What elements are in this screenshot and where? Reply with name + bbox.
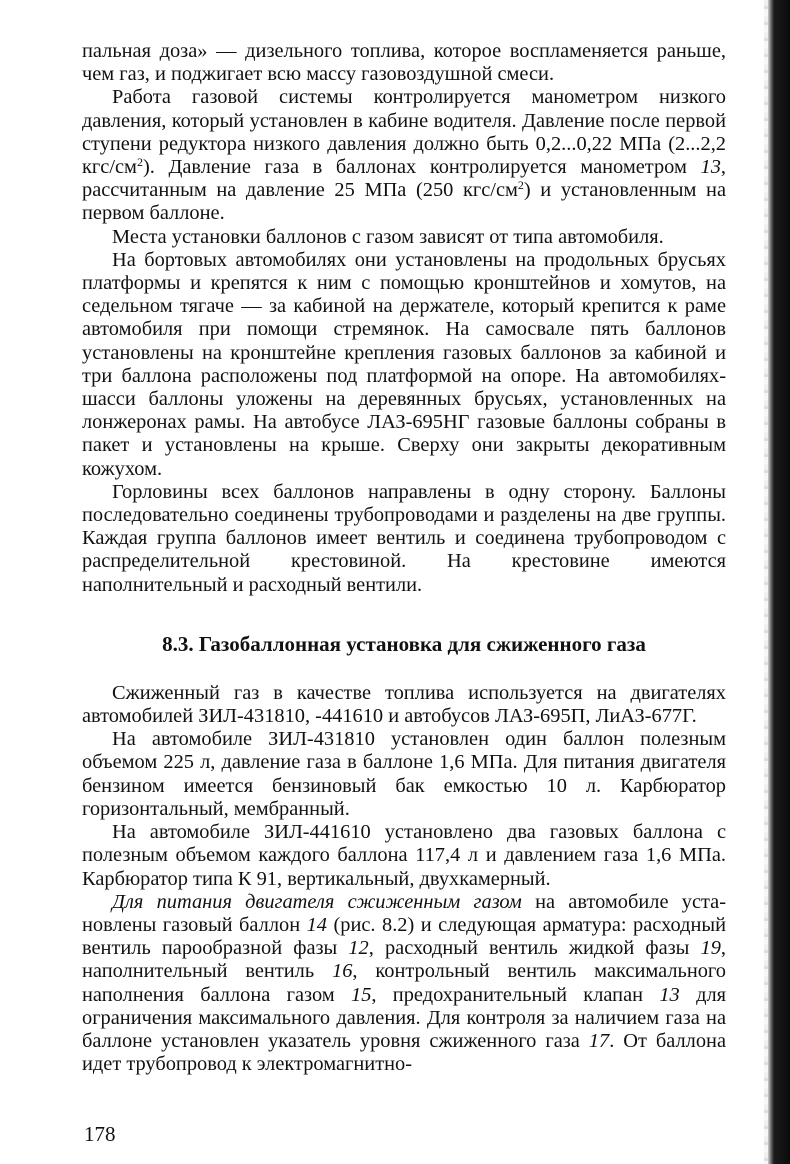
- text-run: пальная доза» — дизельного топлива, которое воспламеняется раньше, чем газ, и поджигает всю массу газовоздушной смеси.: [82, 40, 726, 86]
- superscript: 2: [136, 155, 143, 170]
- text-run: Сжиженный газ в качестве топлива используется на двигателях автомобилей ЗИЛ-431810, -441610 и автобусов ЛАЗ-695П, ЛиАЗ-677Г.: [82, 681, 726, 728]
- italic-text: 17: [588, 1029, 610, 1052]
- text-run: , расходный вентиль жидкой фазы: [368, 937, 701, 960]
- text-run: , рассчитанным на давление 25 МПа (250 кгс/см: [82, 156, 726, 202]
- text-run: ) и установленным на первом баллоне.: [82, 179, 726, 225]
- italic-text: 16: [332, 960, 353, 983]
- paragraph: [82, 226, 726, 249]
- paragraph: [82, 682, 726, 728]
- section-number: 8.3.: [162, 631, 194, 656]
- italic-text: 13: [659, 983, 680, 1006]
- section-heading: [82, 631, 726, 657]
- paragraph: [82, 40, 726, 86]
- paragraph: [82, 821, 726, 891]
- paragraphs-before-section: [82, 40, 726, 597]
- text-run: , наполнительный вентиль: [82, 937, 726, 983]
- text-run: на автомобиле установлены газовый баллон: [82, 890, 726, 936]
- paragraphs-after-section: [82, 682, 726, 1076]
- italic-text: 14: [306, 913, 327, 936]
- paragraph: [82, 728, 726, 821]
- text-run: , предохранительный клапан: [371, 983, 660, 1006]
- italic-text: 15: [351, 983, 372, 1006]
- paragraph: [82, 891, 726, 1077]
- italic-text: 12: [348, 937, 369, 960]
- page-number: 178: [84, 1122, 116, 1146]
- text-run: На бортовых автомобилях они установлены на продольных брусьях платформы и крепятся к ним с помощью кронштейнов и хомутов, на седельном тягаче — за кабиной на держателе, который крепится к раме автомобиля при помощи стремянок. На самосвале пять баллонов установлены на кронштейне крепления газовых баллонов за кабиной и три баллона расположены под платформой на опоре. На автомобилях-шасси баллоны уложены на деревянных брусьях, установленных на лонжеронах рамы. На автобусе ЛАЗ-695НГ газовые баллоны собраны в пакет и установлены на крыше. Сверху они закрыты декоративным кожухом.: [82, 248, 726, 480]
- text-run: Работа газовой системы контролируется манометром низкого давления, который установлен в кабине водителя. Давление после первой ступени редуктора низкого давления должно быть 0,2...0,22 МПа (2...2,2 кгс/см: [82, 86, 726, 179]
- scan-binding-shadow: [768, 0, 790, 1164]
- paragraph: [82, 481, 726, 597]
- italic-text: 13: [700, 156, 721, 179]
- text-run: для ограничения максимального давления. Для контроля за наличием газа на баллоне установлен указатель уровня сжиженного газа: [82, 983, 726, 1052]
- text-run: , контрольный вентиль максимального наполнения баллона газом: [82, 960, 726, 1006]
- text-run: На автомобиле ЗИЛ-431810 установлен один баллон полезным объемом 225 л, давление газа в баллоне 1,6 МПа. Для питания двигателя бензином имеется бензиновый бак емкостью 10 л. Карбюратор горизонтальный, мембранный.: [82, 728, 726, 820]
- text-run: На автомобиле ЗИЛ-441610 установлено два газовых баллона с полезным объемом каждого баллона 117,4 л и давлением газа 1,6 МПа. Карбюратор типа К 91, вертикальный, двухкамерный.: [82, 821, 726, 890]
- text-run: (рис. 8.2) и следующая арматура: расходный вентиль парообразной фазы: [82, 913, 726, 960]
- text-run: . От баллона идет трубопровод к электромагнитно-: [82, 1029, 726, 1076]
- paragraph: [82, 249, 726, 481]
- section-title: Газобаллонная установка для сжиженного газа: [198, 631, 646, 656]
- text-run: Места установки баллонов с газом зависят от типа автомобиля.: [112, 225, 664, 248]
- italic-text: Для питания двигателя сжиженным газом: [112, 890, 522, 913]
- italic-text: 19: [700, 937, 721, 960]
- text-run: ). Давление газа в баллонах контролируется манометром: [142, 156, 701, 179]
- paragraph: [82, 86, 726, 225]
- page-text-column: [82, 40, 726, 1076]
- text-run: Горловины всех баллонов направлены в одну сторону. Баллоны последовательно соединены трубопроводами и разделены на две группы. Каждая группа баллонов имеет вентиль и соединена трубопроводом с распределительной крестовиной. На крестовине имеются наполнительный и расходный вентили.: [82, 480, 726, 596]
- superscript: 2: [517, 178, 524, 193]
